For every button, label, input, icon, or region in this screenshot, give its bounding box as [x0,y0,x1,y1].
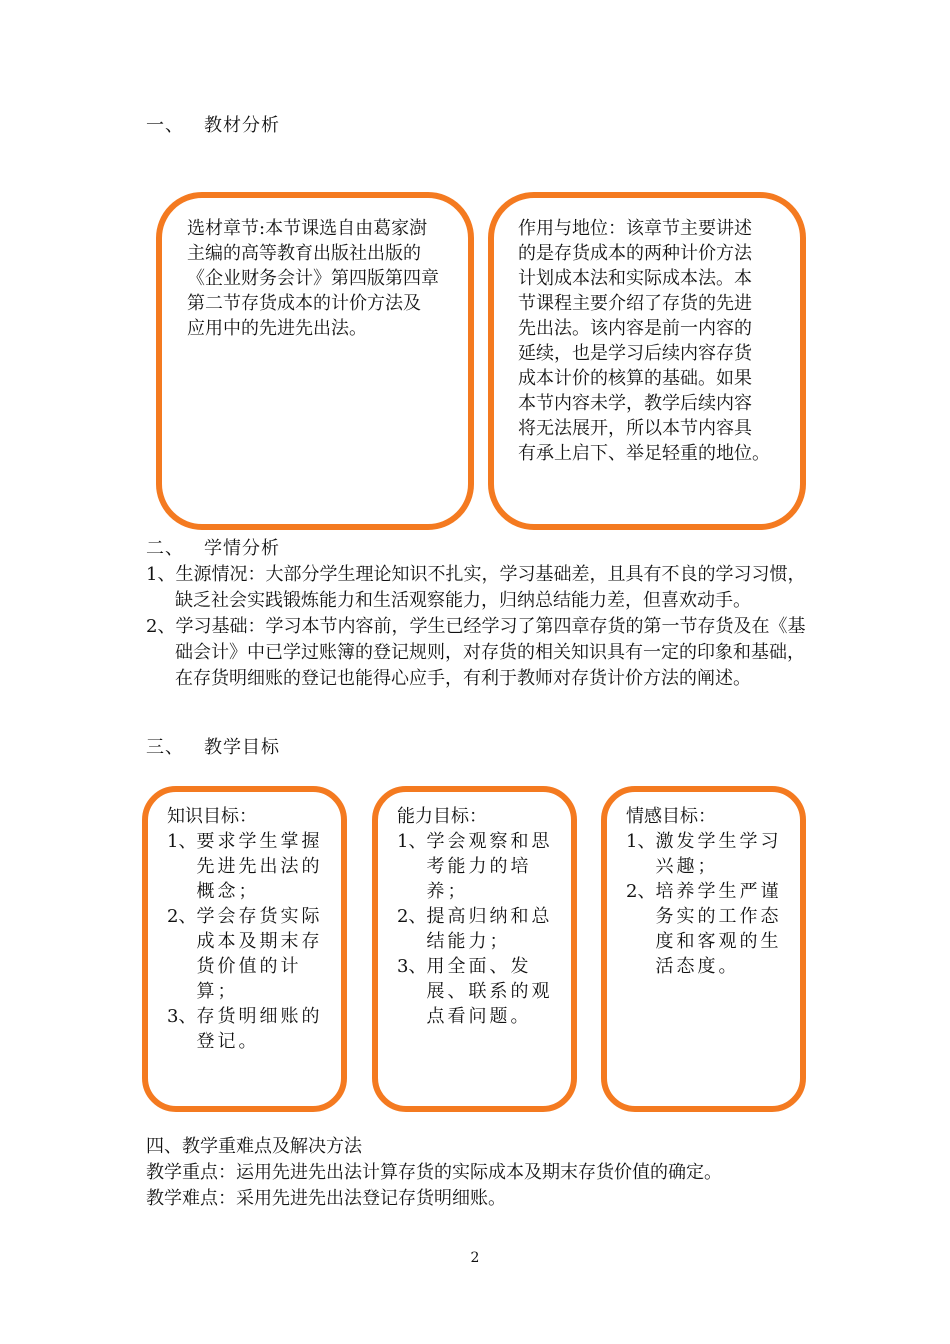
item-text: 要求学生掌握先进先出法的概念； [196,831,323,902]
role-position-line: 本节内容未学，教学后续内容 [518,393,752,414]
emotion-goal-item [626,829,794,879]
item-text: 存货明细账的登记。 [196,1006,323,1052]
ability-goal-text [397,804,567,1029]
student-analysis [146,562,810,692]
ability-goal-item [397,904,567,954]
role-position-line: 的是存货成本的两种计价方法 [518,243,752,264]
role-position-line: 节课程主要介绍了存货的先进 [518,293,752,314]
item-number: 2、 [626,881,656,902]
ability-goal-item [397,829,567,904]
ability-goal-item [397,954,567,1029]
student-source-paragraph: 1、生源情况：大部分学生理论知识不扎实，学习基础差，且具有不良的学习习惯，缺乏社会实践锻炼能力和生活观察能力，归纳总结能力差，但喜欢动手。 [146,564,806,611]
role-position-line: 成本计价的核算的基础。如果 [518,368,752,389]
knowledge-goal-text [167,804,335,1054]
item-number: 1、 [397,831,427,852]
emotion-goal-title: 情感目标： [626,806,716,827]
item-number: 1、 [626,831,656,852]
section-3-heading [146,736,280,760]
material-chapter-line: 《企业财务会计》第四版第四章 [187,268,439,289]
item-text: 提高归纳和总结能力； [426,906,553,952]
role-position-line: 有承上启下、举足轻重的地位。 [518,443,770,464]
page-number: 2 [470,1250,480,1266]
section-3-number: 三、 [146,737,184,758]
section-3-title: 教学目标 [204,737,280,758]
key-point: 教学重点：运用先进先出法计算存货的实际成本及期末存货价值的确定。 [146,1162,722,1183]
section-4 [146,1134,826,1212]
item-number: 1、 [167,831,197,852]
ability-goal-title: 能力目标： [397,806,487,827]
material-chapter-line: 主编的高等教育出版社出版的 [187,243,421,264]
section-2-title: 学情分析 [204,538,280,559]
item-number: 2、 [167,906,197,927]
item-text: 激发学生学习兴趣； [655,831,782,877]
material-chapter-line: 第二节存货成本的计价方法及 [187,293,421,314]
section-2-number: 二、 [146,538,184,559]
item-text: 学会存货实际成本及期末存货价值的计算； [196,906,323,1002]
knowledge-goal-title: 知识目标： [167,806,257,827]
item-text: 培养学生严谨务实的工作态度和客观的生活态度。 [655,881,782,977]
section-4-title: 四、教学重难点及解决方法 [146,1136,362,1157]
item-number: 3、 [397,956,427,977]
knowledge-goal-item [167,1004,335,1054]
role-position-line: 先出法。该内容是前一内容的 [518,318,752,339]
item-number: 2、 [397,906,427,927]
material-chapter-text [187,216,462,341]
knowledge-goal-item [167,904,335,1004]
item-number: 3、 [167,1006,197,1027]
role-position-line: 作用与地位：该章节主要讲述 [518,218,752,239]
role-position-line: 将无法展开，所以本节内容具 [518,418,752,439]
section-1-title: 教材分析 [204,115,280,136]
section-2-heading [146,537,280,561]
role-position-text [518,216,793,466]
material-chapter-line: 应用中的先进先出法。 [187,318,367,339]
emotion-goal-text [626,804,794,979]
material-chapter-line: 选材章节:本节课选自由葛家澍 [187,218,428,239]
learning-basis-paragraph: 2、学习基础：学习本节内容前，学生已经学习了第四章存货的第一节存货及在《基础会计》中已学过账簿的登记规则，对存货的相关知识具有一定的印象和基础，在存货明细账的登记也能得心应手，有利于教师对存货计价方法的阐述。 [146,616,806,689]
item-text: 学会观察和思考能力的培养； [426,831,553,902]
difficult-point: 教学难点：采用先进先出法登记存货明细账。 [146,1188,506,1209]
section-1-number: 一、 [146,115,184,136]
knowledge-goal-item [167,829,335,904]
section-1-heading [146,114,280,138]
role-position-line: 延续，也是学习后续内容存货 [518,343,752,364]
role-position-line: 计划成本法和实际成本法。本 [518,268,752,289]
item-text: 用全面、发展、联系的观点看问题。 [426,956,553,1027]
emotion-goal-item [626,879,794,979]
